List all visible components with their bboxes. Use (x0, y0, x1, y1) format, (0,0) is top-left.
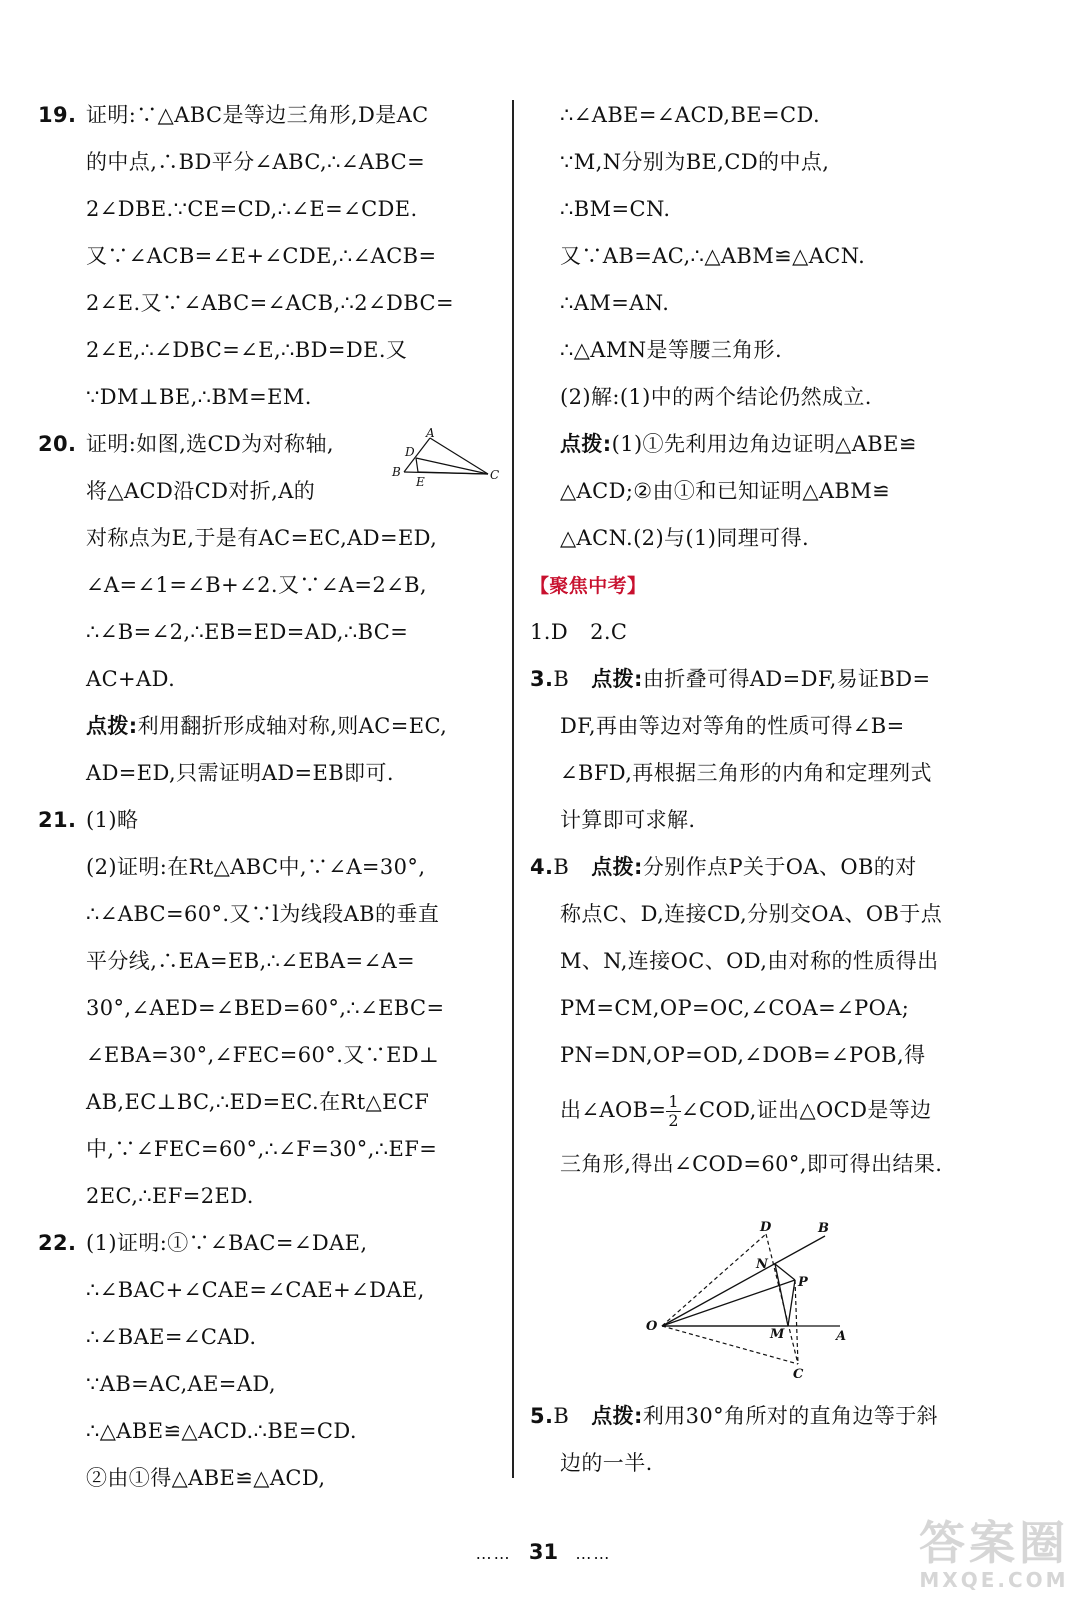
q20-segment-de (416, 458, 418, 472)
q20-hint-line-1: 点拨:利用翻折形成轴对称,则AC=EC, (86, 714, 448, 738)
q20-label-a: A (426, 428, 435, 440)
q21-line-5: 30°,∠AED=∠BED=60°,∴∠EBC= (86, 996, 445, 1020)
q21-line-9: 2EC,∴EF=2ED. (86, 1184, 254, 1208)
a4-line-2: 称点C、D,连接CD,分别交OA、OB于点 (560, 902, 943, 926)
q22-line-6: ②由①得△ABE≌△ACD, (86, 1466, 326, 1490)
a4-label-m: M (770, 1327, 785, 1342)
q21-line-3: ∴∠ABC=60°.又∵l为线段AB的垂直 (86, 902, 440, 926)
a3-line-3: ∠BFD,再根据三角形的内角和定理列式 (560, 761, 932, 785)
q22-cont-line-6: ∴△AMN是等腰三角形. (560, 338, 783, 362)
q22-hint-label: 点拨: (560, 432, 612, 456)
q22-hint-line-3: △ACN.(2)与(1)同理可得. (560, 526, 810, 550)
a4-reflection-figure (640, 1218, 860, 1390)
answer-1: 1.D (530, 620, 569, 644)
q22-cont-line-1: ∴∠ABE=∠ACD,BE=CD. (560, 103, 821, 127)
q21-line-8: 中,∵∠FEC=60°,∴∠F=30°,∴EF= (86, 1137, 438, 1161)
q22-cont-line-7: (2)解:(1)中的两个结论仍然成立. (560, 385, 872, 409)
q21-line-6: ∠EBA=30°,∠FEC=60°.又∵ED⊥ (86, 1043, 440, 1067)
q21-line-2: (2)证明:在Rt△ABC中,∵∠A=30°, (86, 855, 426, 879)
fraction-one-half: $\frac{1}{2}$ (668, 1092, 679, 1130)
q19-line-3: 2∠DBE.∵CE=CD,∴∠E=∠CDE. (86, 197, 418, 221)
section-heading (530, 562, 980, 609)
q20-triangle-figure (388, 428, 500, 490)
a5-number: 5. (530, 1404, 554, 1428)
a3-hint-label: 点拨: (591, 667, 643, 691)
a5-line-1: 5.B 点拨:利用30°角所对的直角边等于斜 (530, 1393, 980, 1440)
q21-number: 21. (38, 808, 77, 832)
a4-line-5: PN=DN,OP=OD,∠DOB=∠POB,得 (560, 1043, 926, 1067)
a4-segment-op (662, 1280, 795, 1326)
a5-line-2: 边的一半. (560, 1451, 653, 1475)
a4-label-a: A (836, 1329, 847, 1344)
footer-dots-left: …… (475, 1544, 512, 1563)
q19-line-2: 的中点,∴BD平分∠ABC,∴∠ABC= (86, 150, 426, 174)
q20-line-4: ∠A=∠1=∠B+∠2.又∵∠A=2∠B, (86, 573, 427, 597)
a4-answer: B (553, 855, 570, 879)
q20-label-b: B (392, 465, 401, 479)
q22-cont-line-2: ∵M,N分别为BE,CD的中点, (560, 150, 830, 174)
footer-dots-right: …… (575, 1544, 612, 1563)
q20-number: 20. (38, 432, 77, 456)
page-number: 31 (528, 1540, 559, 1564)
q21-line-7: AB,EC⊥BC,∴ED=EC.在Rt△ECF (86, 1090, 430, 1114)
a4-label-d: D (760, 1220, 772, 1235)
q20-line-2: 将△ACD沿CD对折,A的 (86, 479, 316, 503)
a4-label-n: N (756, 1257, 768, 1272)
column-divider (512, 100, 514, 1478)
q19-line-4: 又∵∠ACB=∠E+∠CDE,∴∠ACB= (86, 244, 437, 268)
q20-line-1: 20. 证明:如图,选CD为对称轴, (38, 421, 500, 468)
section-title: 【聚焦中考】 (530, 575, 647, 597)
a3-line-4: 计算即可求解. (560, 808, 696, 832)
q22-line-3: ∴∠BAE=∠CAD. (86, 1325, 257, 1349)
q21-line-1: 21. (1)略 (38, 797, 500, 844)
q21-line-4: 平分线,∴EA=EB,∴∠EBA=∠A= (86, 949, 416, 973)
q20-hint-line-2: AD=ED,只需证明AD=EB即可. (86, 761, 394, 785)
left-column (38, 92, 500, 1502)
q20-segment-ac (430, 438, 488, 474)
q22-line-2: ∴∠BAC+∠CAE=∠CAE+∠DAE, (86, 1278, 425, 1302)
q19-line-7: ∵DM⊥BE,∴BM=EM. (86, 385, 312, 409)
answers-1-2 (530, 609, 980, 656)
a5-hint-label: 点拨: (591, 1404, 643, 1428)
q22-line-1: 22. (1)证明:①∵∠BAC=∠DAE, (38, 1220, 500, 1267)
a5-answer: B (553, 1404, 570, 1428)
a4-line-1: 4.B 点拨:分别作点P关于OA、OB的对 (530, 844, 980, 891)
q19-line-5: 2∠E.又∵∠ABC=∠ACB,∴2∠DBC= (86, 291, 454, 315)
q22-line-5: ∴△ABE≌△ACD.∴BE=CD. (86, 1419, 357, 1443)
q20-hint-label: 点拨: (86, 714, 138, 738)
q20-segment-dc (416, 458, 488, 474)
a4-line-7: 三角形,得出∠COD=60°,即可得出结果. (560, 1152, 943, 1176)
q20-label-d: D (405, 445, 415, 459)
answer-2: 2.C (590, 620, 628, 644)
q19-line-6: 2∠E,∴∠DBC=∠E,∴BD=DE.又 (86, 338, 408, 362)
q20-line-6: AC+AD. (86, 667, 176, 691)
q22-line-4: ∵AB=AC,AE=AD, (86, 1372, 276, 1396)
a3-number: 3. (530, 667, 554, 691)
q20-label-e: E (416, 475, 425, 489)
a4-label-b: B (818, 1221, 829, 1236)
a4-label-c: C (793, 1367, 804, 1382)
watermark-url: MXQE.COM (919, 1568, 1069, 1592)
q22-cont-line-3: ∴BM=CN. (560, 197, 671, 221)
a3-line-2: DF,再由等边对等角的性质可得∠B= (560, 714, 905, 738)
q22-cont-line-5: ∴AM=AN. (560, 291, 670, 315)
a4-label-p: P (798, 1275, 808, 1290)
q22-hint-line-2: △ACD;②由①和已知证明△ABM≌ (560, 479, 891, 503)
a4-segment-mp (788, 1280, 795, 1326)
a3-answer: B (553, 667, 570, 691)
a4-number: 4. (530, 855, 554, 879)
q22-cont-line-4: 又∵AB=AC,∴△ABM≌△ACN. (560, 244, 866, 268)
watermark-logo-text: 答案圈 (919, 1516, 1069, 1570)
a4-line-4: PM=CM,OP=OC,∠COA=∠POA; (560, 996, 910, 1020)
a4-line-3: M、N,连接OC、OD,由对称的性质得出 (560, 949, 939, 973)
q22-number: 22. (38, 1231, 77, 1255)
q20-label-c: C (490, 468, 500, 482)
q19-number: 19. (38, 103, 77, 127)
q20-line-3: 对称点为E,于是有AC=EC,AD=ED, (86, 526, 438, 550)
a3-line-1: 3.B 点拨:由折叠可得AD=DF,易证BD= (530, 656, 980, 703)
right-column (530, 92, 980, 1188)
q19-line-1: 19. 证明:∵△ABC是等边三角形,D是AC (38, 92, 500, 139)
a5-block (530, 1393, 980, 1487)
a4-line-6: 出∠AOB= $\frac{1}{2}$ ∠COD,证出△OCD是等边 (560, 1092, 932, 1130)
a4-hint-label: 点拨: (591, 855, 643, 879)
q20-line-5: ∴∠B=∠2,∴EB=ED=AD,∴BC= (86, 620, 409, 644)
watermark (919, 1518, 1069, 1592)
q22-hint-line-1: 点拨:(1)①先利用边角边证明△ABE≌ (560, 432, 917, 456)
a4-label-o: O (646, 1319, 658, 1334)
a4-dashed-od (662, 1234, 766, 1326)
